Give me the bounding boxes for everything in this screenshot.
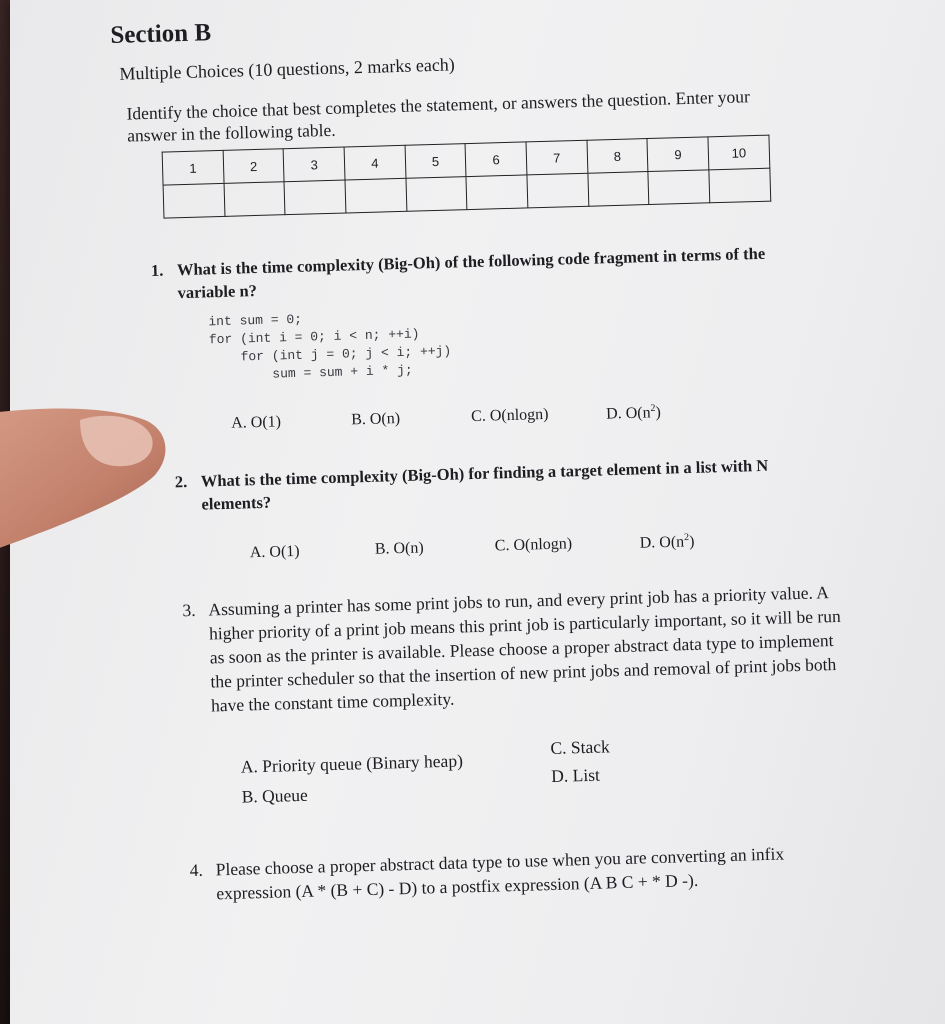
option-d-base: D. O(n: [639, 533, 685, 552]
answer-table: [162, 135, 772, 219]
option-c[interactable]: C. Stack: [550, 736, 611, 758]
answer-entry-cell[interactable]: [163, 183, 225, 218]
option-c[interactable]: C. O(nlogn): [494, 535, 573, 555]
answer-entry-cell[interactable]: [709, 168, 771, 203]
answer-number-cell: 10: [708, 135, 770, 170]
question-number: 3.: [182, 599, 196, 621]
answer-entry-cell[interactable]: [224, 182, 286, 217]
code-line: sum = sum + i * j;: [209, 362, 413, 384]
question-text: What is the time complexity (Big-Oh) for finding a target element in a list with N elements?: [200, 455, 769, 514]
answer-entry-cell[interactable]: [588, 172, 650, 207]
code-line: for (int j = 0; j < i; ++j): [209, 343, 452, 366]
option-d-end: ): [655, 404, 662, 422]
option-a[interactable]: A. O(1): [231, 413, 282, 432]
answer-number-cell: 9: [647, 137, 709, 172]
option-d-end: ): [688, 533, 695, 551]
option-d[interactable]: D. List: [550, 764, 601, 786]
exam-content: [110, 2, 841, 907]
answer-entry-cell[interactable]: [406, 177, 468, 212]
answer-entry-cell[interactable]: [648, 170, 710, 205]
answer-number-cell: 1: [162, 150, 224, 185]
answer-entry-cell[interactable]: [527, 173, 589, 208]
answer-number-cell: 4: [344, 145, 406, 180]
question-number: 4.: [189, 859, 204, 881]
option-d-exponent: 2: [650, 402, 656, 415]
answer-number-cell: 6: [465, 142, 527, 177]
option-d-exponent: 2: [683, 532, 690, 544]
question-3: [182, 580, 851, 718]
code-line: int sum = 0;: [208, 311, 303, 330]
question-1: [150, 241, 788, 304]
answer-entry-cell[interactable]: [345, 178, 407, 213]
answer-entry-cell[interactable]: [466, 175, 528, 210]
question-number: 1.: [150, 260, 164, 280]
option-d-base: D. O(n: [605, 404, 651, 423]
section-title: Section B: [110, 19, 212, 49]
option-d[interactable]: [639, 532, 694, 553]
option-a[interactable]: A. Priority queue (Binary heap): [240, 750, 464, 777]
option-d[interactable]: [606, 403, 661, 424]
option-a[interactable]: A. O(1): [249, 542, 300, 562]
question-number: 2.: [174, 472, 188, 492]
option-b[interactable]: B. Queue: [241, 784, 309, 807]
question-2-options: [185, 528, 826, 576]
code-line: for (int i = 0; i < n; ++i): [208, 326, 420, 348]
answer-number-cell: 2: [223, 149, 285, 184]
option-b[interactable]: B. O(n): [374, 539, 424, 558]
question-text: Assuming a printer has some print jobs to run, and every print job has a priority value. A higher priority of a print job means this print job is particularly important, so it will be run as soon as the printer is available. Please choose a proper abstract data type to implement the printer scheduler so that the insertion of new print jobs and removal of print jobs both have the constant time complexity.: [208, 582, 841, 716]
question-3-options: [191, 736, 832, 818]
instructions: Identify the choice that best completes the statement, or answers the question. Enter your answer in the following table.: [126, 86, 751, 146]
question-1-options: [181, 398, 822, 446]
question-text: What is the time complexity (Big-Oh) of the following code fragment in terms of the variable n?: [176, 243, 766, 303]
question-4: [189, 840, 856, 906]
option-b[interactable]: B. O(n): [350, 410, 401, 429]
hand-thumb-image: [0, 380, 170, 570]
section-subtitle: Multiple Choices (10 questions, 2 marks each): [119, 54, 456, 84]
answer-number-cell: 7: [526, 140, 588, 175]
answer-entry-cell[interactable]: [284, 180, 346, 215]
answer-number-cell: 3: [283, 147, 345, 182]
question-text: Please choose a proper abstract data type to use when you are converting an infix expression (A * (B + C) - D) to a postfix expression (A B C + * D -).: [215, 843, 785, 904]
code-fragment: [208, 296, 820, 385]
answer-number-cell: 5: [405, 144, 467, 179]
option-c[interactable]: C. O(nlogn): [470, 405, 549, 426]
question-2: [174, 453, 812, 516]
answer-number-cell: 8: [587, 139, 649, 174]
